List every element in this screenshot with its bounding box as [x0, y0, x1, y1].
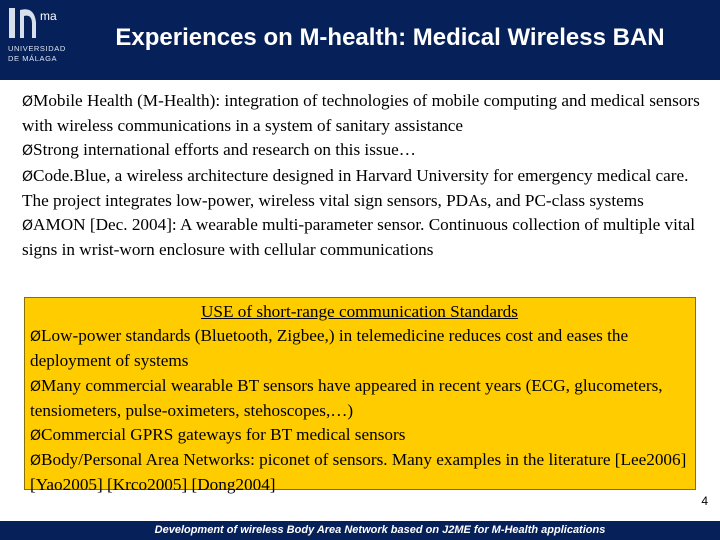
arrow-bullet-icon: Ø: [30, 329, 42, 346]
arrow-bullet-icon: Ø: [22, 218, 34, 235]
arrow-bullet-icon: Ø: [30, 453, 42, 470]
arrow-bullet-icon: Ø: [30, 378, 42, 395]
slide-title: Experiences on M-health: Medical Wireless BAN: [115, 24, 665, 51]
arrow-bullet-icon: Ø: [22, 168, 34, 185]
footer-text: Development of wireless Body Area Network based on J2ME for M-Health applications: [154, 524, 606, 536]
box-bullet-text: Many commercial wearable BT sensors have appeared in recent years (ECG, glucometers, tensiometers, pulse-oximeters, stehoscopes,…): [30, 375, 663, 420]
logo-mark-text: ma: [40, 9, 57, 23]
page-number: 4: [701, 494, 708, 508]
slide-header: [0, 0, 720, 80]
arrow-bullet-icon: Ø: [30, 428, 42, 445]
box-bullet-item: [30, 374, 689, 423]
logo-caption: [8, 44, 68, 64]
slide-footer: [0, 521, 720, 540]
box-bullet-text: Commercial GPRS gateways for BT medical sensors: [41, 425, 406, 445]
main-bullets: [22, 89, 702, 262]
bullet-text: Mobile Health (M-Health): integration of technologies of mobile computing and medical sensors with wireless communications in a system of sanitary assistance: [22, 91, 700, 136]
box-bullet-item: [30, 448, 689, 497]
highlight-box: [24, 297, 696, 495]
bullet-item: [22, 164, 702, 213]
box-bullet-text: Body/Personal Area Networks: piconet of sensors. Many examples in the literature [Lee2006] [Yao2005] [Krco2005] [Dong2004]: [30, 450, 687, 495]
arrow-bullet-icon: Ø: [22, 94, 34, 110]
logo-line-1: UNIVERSIDAD: [8, 44, 66, 53]
logo-line-2: DE MÁLAGA: [8, 54, 58, 63]
arrow-bullet-icon: Ø: [22, 143, 34, 160]
box-bullet-item: [30, 423, 689, 448]
bullet-item: [22, 89, 702, 138]
university-logo: [6, 4, 68, 76]
bullet-text: Code.Blue, a wireless architecture designed in Harvard University for emergency medical care. The project integrates low-power, wireless vital sign sensors, PDAs, and PC-class systems: [22, 165, 689, 210]
logo-mark-icon: [6, 4, 68, 48]
box-bullet-text: Low-power standards (Bluetooth, Zigbee,) in telemedicine reduces cost and eases the deployment of systems: [30, 326, 629, 371]
bullet-text: AMON [Dec. 2004]: A wearable multi-parameter sensor. Continuous collection of multiple vital signs in wrist-worn enclosure with cellular communications: [22, 215, 696, 260]
box-bullet-item: [30, 324, 689, 373]
bullet-item: [22, 213, 702, 262]
bullet-text: Strong international efforts and research on this issue…: [33, 140, 416, 160]
bullet-item: [22, 138, 702, 163]
box-heading: USE of short-range communication Standards: [201, 302, 518, 321]
